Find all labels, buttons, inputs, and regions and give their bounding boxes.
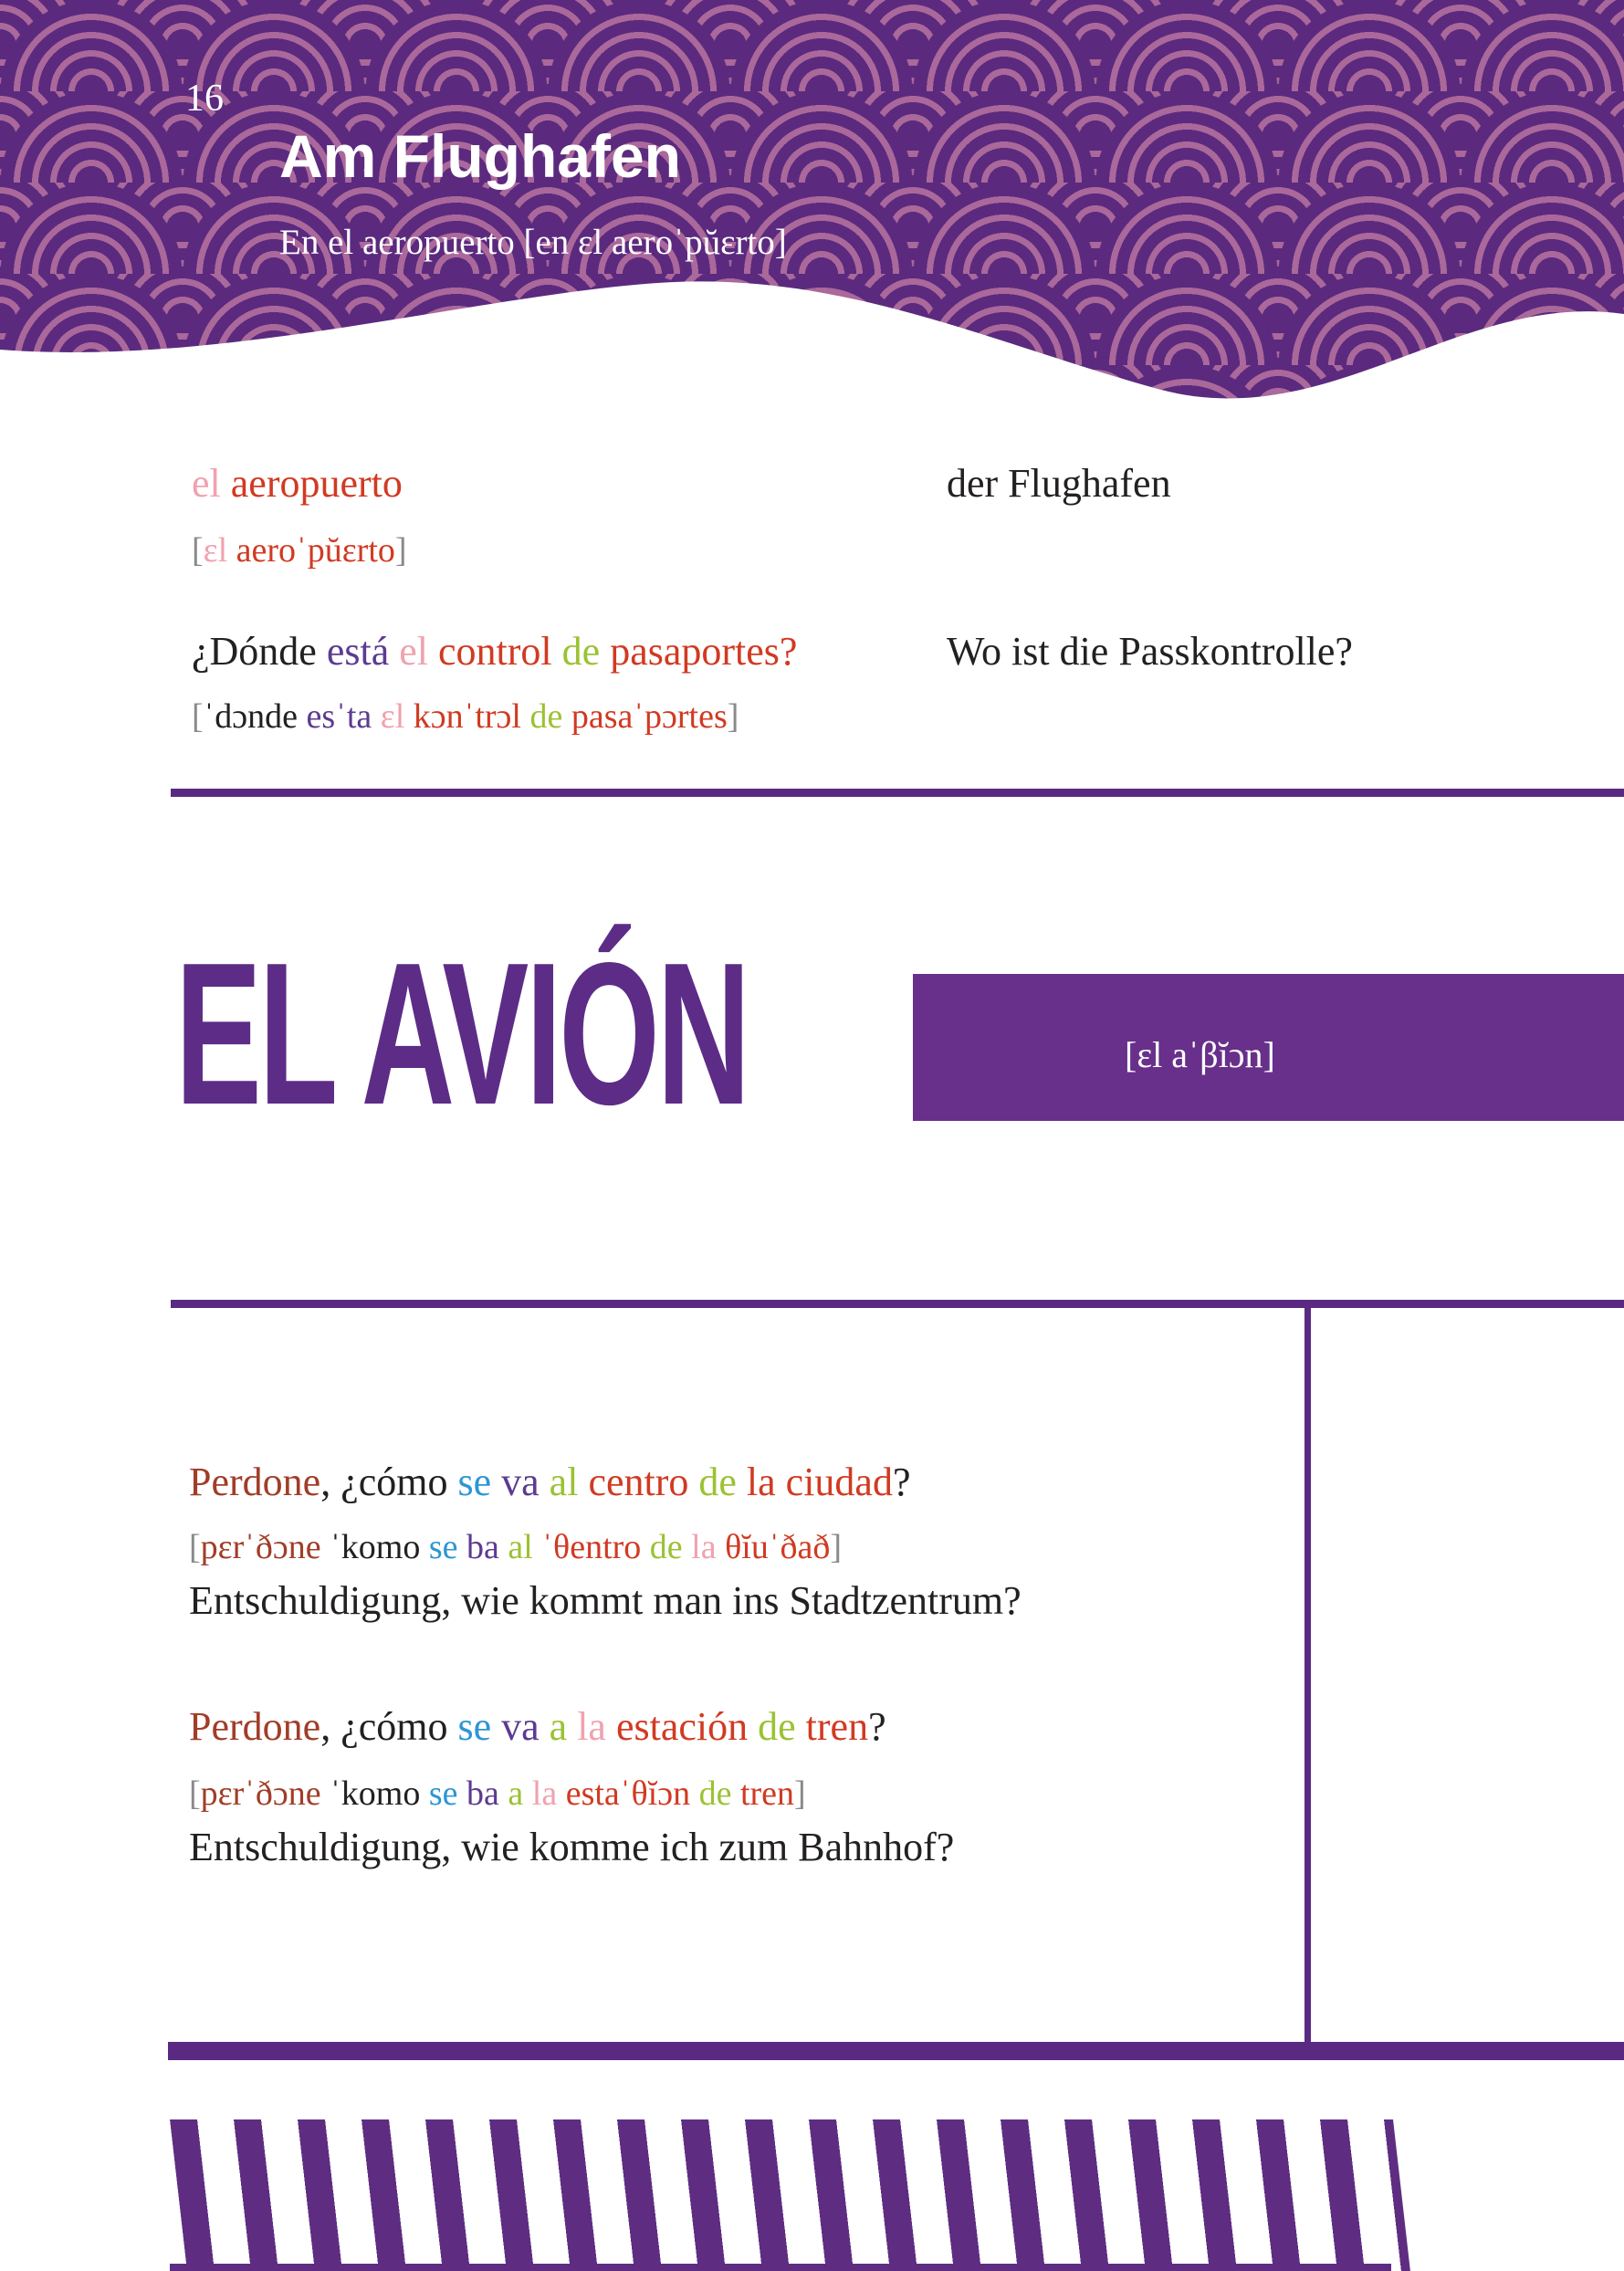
phrase-de-line: Entschuldigung, wie kommt man ins Stadtzentrum? xyxy=(189,1578,1022,1623)
phrase-de-line: Entschuldigung, wie komme ich zum Bahnhof? xyxy=(189,1825,955,1869)
vocab-ipa-term: [ɛl aeroˈpŭɛrto] xyxy=(192,531,407,570)
section-ipa-box xyxy=(913,974,1624,1121)
phrase-es-line: Perdone, ¿cómo se va al centro de la ciudad? xyxy=(189,1460,911,1504)
vertical-rule xyxy=(1304,1308,1311,2042)
bottom-bar-decoration xyxy=(170,2264,1391,2271)
page-number: 16 xyxy=(185,78,224,120)
vocab-es-term: ¿Dónde está el control de pasaportes? xyxy=(192,629,798,674)
section-ipa: [ɛl aˈβĭɔn] xyxy=(1125,1034,1275,1075)
section-divider-bottom xyxy=(171,1300,1624,1308)
chapter-subtitle: En el aeropuerto [en ɛl aeroˈpŭɛrto] xyxy=(279,223,787,262)
section-title: EL AVIÓN xyxy=(175,921,749,1147)
vocab-de-term: der Flughafen xyxy=(947,461,1171,506)
section-divider-top xyxy=(171,789,1624,797)
chapter-title: Am Flughafen xyxy=(279,122,681,190)
phrase-ipa-line: [pɛrˈðɔne ˈkomo se ba al ˈθentro de la θĭuˈðað] xyxy=(189,1528,843,1566)
phrase-es-line: Perdone, ¿cómo se va a la estación de tren? xyxy=(189,1704,886,1749)
phrase-ipa-line: [pɛrˈðɔne ˈkomo se ba a la estaˈθĭɔn de tren] xyxy=(189,1774,806,1813)
vocab-de-term: Wo ist die Passkontrolle? xyxy=(947,629,1353,674)
stripes-decoration xyxy=(170,2119,1410,2271)
chapter-header xyxy=(0,0,1624,411)
wave-edge xyxy=(0,0,1624,411)
footer-divider xyxy=(168,2042,1624,2060)
vocab-es-term: el aeropuerto xyxy=(192,461,403,506)
vocab-ipa-term: [ˈdɔnde esˈta ɛl kɔnˈtrɔl de pasaˈpɔrtes] xyxy=(192,697,739,736)
